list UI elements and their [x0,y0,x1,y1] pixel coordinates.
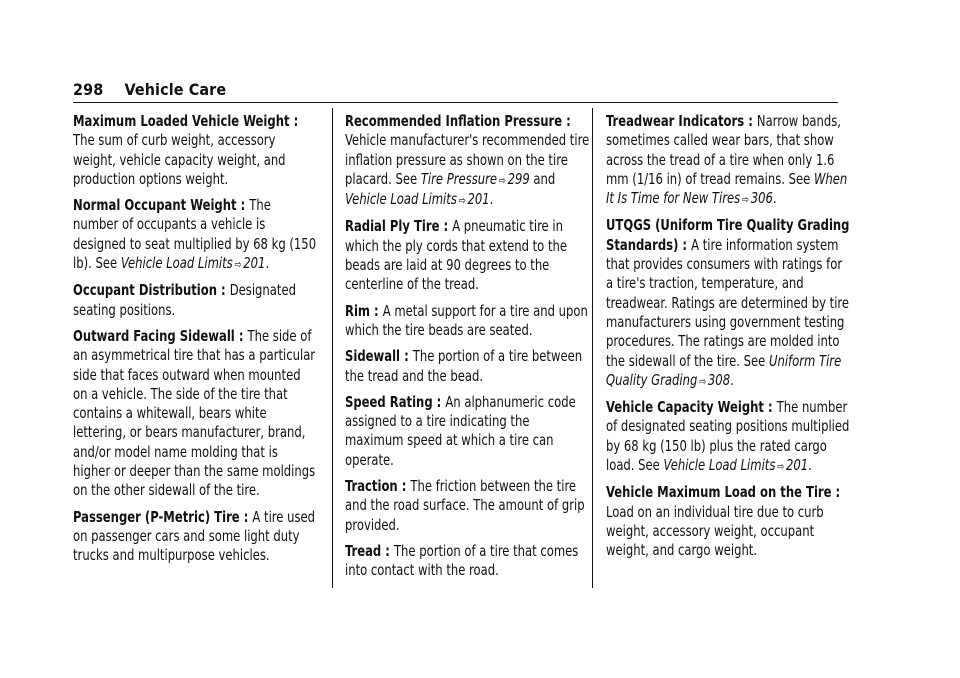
reference-page: 201 [467,190,490,209]
reference-title: Tire Pressure [420,169,498,188]
definition-entry [73,327,317,501]
term-separator: : [370,301,383,320]
definition-entry [345,112,589,210]
term-separator: : [439,217,453,236]
definition-entry [606,483,850,560]
reference-trailing-text: . [265,254,270,273]
definition-term: Sidewall [345,347,401,366]
column-divider [332,108,333,588]
reference-trailing-text: . [489,190,494,209]
reference-title: Vehicle Load Limits [345,190,457,209]
definition-entry [73,112,317,189]
definition-entry [345,542,589,581]
term-separator: : [216,281,230,300]
definition-entry [73,281,317,320]
cross-reference-link[interactable] [421,170,530,188]
definition-entry [606,216,850,391]
definition-text: A pneumatic tire in which the ply cords that extend to the beads are laid at 90 degrees to the centerline of the tread. [345,217,568,294]
term-separator: : [744,112,757,130]
term-separator: : [678,235,692,254]
definition-text: The friction between the tire and the road surface. The amount of grip provided. [345,477,585,534]
page-reference-icon: ⇨ [234,258,242,272]
cross-reference-link[interactable] [121,254,266,272]
page-header [73,80,226,99]
column-divider [592,108,593,588]
definition-text: Load on an individual tire due to curb weight, accessory weight, occupant weight, and cargo weight. [606,502,824,560]
definition-text: Narrow bands, sometimes called wear bars, that show across the tread of a tire when only 1.6 mm (1/16 in) of tread remains. See [606,112,841,188]
term-separator: : [234,326,248,345]
definition-text: The portion of a tire between the tread and the bead. [345,347,583,385]
definition-text: The number of designated seating positions multiplied by 68 kg (150 lb) plus the rated cargo load. See [606,398,850,475]
definition-text: The portion of a tire that comes into contact with the road. [345,541,579,580]
definition-term: Vehicle Capacity Weight [606,398,764,417]
term-separator: : [763,398,777,417]
definition-term: Speed Rating [345,392,433,411]
reference-page: 201 [785,456,809,475]
term-separator: : [239,507,253,526]
page-reference-icon: ⇨ [699,374,707,388]
term-separator: : [562,112,571,130]
definition-term: Recommended Inflation Pressure [345,112,563,130]
definition-term: Normal Occupant Weight [73,196,237,215]
reference-title: When It Is Time for New Tires [606,169,848,208]
definition-term: Rim [345,301,371,320]
definition-entry [345,477,589,535]
header-rule [73,102,838,103]
reference-page: 306 [750,189,773,208]
reference-trailing-text: . [772,189,777,208]
definition-text: Designated seating positions. [73,281,296,319]
definition-term: Radial Ply Tire [345,217,440,236]
reference-title: Vehicle Load Limits [120,254,233,273]
definition-entry [345,217,589,294]
definition-term: Occupant Distribution [73,281,217,300]
definition-term: Treadwear Indicators [606,112,745,130]
term-separator: : [381,541,394,560]
definition-text: A metal support for a tire and upon which the tire beads are seated. [345,301,588,339]
definition-text: Vehicle manufacturer's recommended tire inflation pressure as shown on the tire placard. See [345,131,590,188]
cross-reference-link[interactable] [345,190,490,208]
definition-entry [73,508,317,566]
definition-term: Passenger (P-Metric) Tire [73,507,240,526]
definition-text: A tire information system that provides consumers with ratings for a tire's traction, temperature, and treadwear. Ratings are determined by tire manufacturers using government testing procedures. The ratings are molded into the sidewall of the tire. See [606,235,850,370]
definition-text: The number of occupants a vehicle is designed to seat multiplied by 68 kg (150 lb). See [73,196,317,273]
definition-term: Outward Facing Sidewall [73,326,235,345]
definition-entry [345,347,589,386]
term-separator: : [400,347,413,366]
page-reference-icon: ⇨ [777,460,785,474]
section-title: Vehicle Care [124,80,227,99]
reference-trailing-text: and [529,169,556,188]
definition-entry [606,112,850,209]
definition-entry [345,393,589,470]
column-3 [606,112,850,568]
term-separator: : [236,196,250,215]
term-separator: : [289,112,299,130]
definition-text: The side of an asymmetrical tire that has a particular side that faces outward when mounted on a vehicle. The side of the tire that contains a whitewall, bears white lettering, or bears manufacturer, brand, and/or model name molding that is higher or deeper than the same moldings on the other sidewall of the tire. [73,326,316,500]
definition-term: Vehicle Maximum Load on the Tire [606,483,832,502]
reference-title: Vehicle Load Limits [663,456,776,475]
reference-title: Uniform Tire Quality Grading [606,351,842,389]
reference-page: 201 [243,254,266,273]
page-reference-icon: ⇨ [741,193,750,207]
reference-page: 299 [507,169,530,188]
reference-trailing-text: . [808,456,812,475]
page-reference-icon: ⇨ [498,173,506,187]
definition-entry [73,196,317,274]
definition-entry [345,302,589,341]
definition-term: UTQGS (Uniform Tire Quality Grading Standards) [606,216,850,254]
reference-page: 308 [707,370,731,389]
reference-trailing-text: . [730,370,734,389]
term-separator: : [831,483,841,502]
definition-term: Traction [345,477,398,496]
definition-text: The sum of curb weight, accessory weight, vehicle capacity weight, and production options weight. [73,131,286,188]
term-separator: : [432,392,446,411]
cross-reference-link[interactable] [664,456,809,474]
page-number: 298 [73,80,104,99]
definition-entry [606,398,850,476]
term-separator: : [397,477,411,496]
definition-term: Tread [345,541,382,560]
definition-term: Maximum Loaded Vehicle Weight [73,112,290,130]
definition-text: A tire used on passenger cars and some light duty trucks and multipurpose vehicles. [73,507,316,565]
column-1 [73,112,317,573]
page-reference-icon: ⇨ [458,194,466,208]
definition-text: An alphanumeric code assigned to a tire indicating the maximum speed at which a tire can operate. [345,392,576,469]
column-2 [345,112,590,588]
